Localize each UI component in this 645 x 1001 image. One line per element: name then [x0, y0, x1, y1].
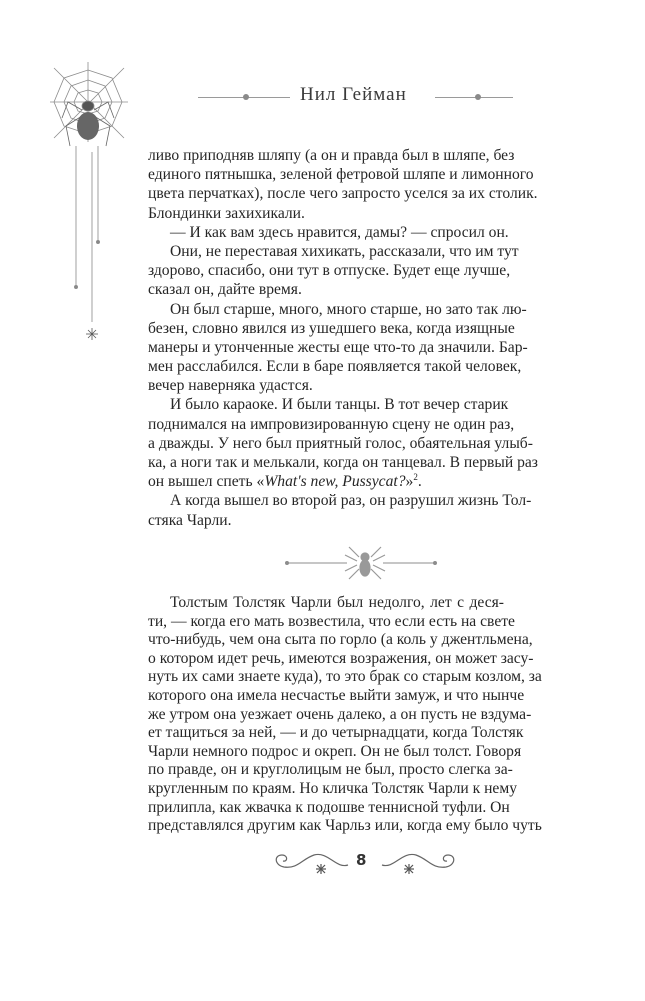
text-line: Блондинки захихикали.: [148, 204, 305, 222]
quote-close: »: [405, 473, 414, 491]
page-footer: [270, 845, 460, 879]
swirl-ornament-right: [382, 854, 454, 867]
text-line: сказал он, дайте время.: [148, 281, 302, 299]
page-number: 8: [356, 851, 367, 869]
text-line: же утром она уезжает очень далеко, а он пусть не вздума-: [148, 705, 532, 723]
text-line: А когда вышел во второй раз, он разрушил жизнь Тол-: [170, 492, 532, 510]
text-line: ка, а ноги так и мелькали, когда он танцевал. В первый раз: [148, 454, 538, 471]
text-line: Они, не переставая хихикать, рассказали, что им тут: [170, 242, 519, 260]
text-line: о котором идет речь, имеются возражения, он может засу-: [148, 649, 534, 667]
header-rule-right: [435, 97, 513, 98]
text-line: по правде, он и круглолицым не был, просто слегка за-: [148, 761, 513, 779]
text-line: ет тащиться за ней, — и до четырнадцати, когда Толстяк: [148, 724, 524, 742]
text-line: нуть их сами знаете куда), то это брак со старым козлом, за: [148, 668, 542, 686]
text-line: что-нибудь, чем она сыта по горло (а коль у джентльмена,: [148, 631, 533, 649]
text-line: безен, словно явился из ушедшего века, когда изящные: [148, 319, 515, 337]
spider-icon: [345, 547, 385, 579]
period: .: [417, 473, 422, 491]
header-dot-left: [243, 94, 249, 100]
text-line: стяка Чарли.: [148, 511, 232, 529]
text-line: ти, — когда его мать возвестила, что если есть на свете: [148, 612, 515, 630]
author-name: Нил Гейман: [300, 84, 407, 105]
text-line: — И как вам здесь нравится, дамы? — спросил он.: [170, 223, 509, 241]
text-line: единого пятнышка, зеленой фетровой шляпе и лимонного: [148, 166, 534, 184]
text-line: которого она имела несчастье выйти замуж, и что нынче: [148, 686, 525, 704]
text-line: манеры и утонченные жесты еще что-то да значили. Бар-: [148, 338, 528, 356]
star-icon: [316, 864, 326, 874]
text-line: цвета перчатках), после чего запросто уселся за их столик.: [148, 185, 538, 203]
swirl-ornament-left: [276, 854, 348, 867]
text-line: прилипла, как жвачка к подошве теннисной туфли. Он: [148, 798, 510, 816]
star-icon: [404, 864, 414, 874]
header-dot-right: [475, 94, 481, 100]
text-line: вечер наверняка удастся.: [148, 377, 313, 395]
text-fragment: он вышел спеть «: [148, 473, 265, 491]
star-icon: [86, 328, 98, 340]
text-line: Он был старше, много, много старше, но зато так лю-: [170, 300, 527, 318]
footnote-mark[interactable]: 2: [413, 472, 418, 482]
text-block-1: [148, 146, 538, 530]
text-line: Чарли немного подрос и окреп. Он не был толст. Говоря: [148, 742, 522, 760]
song-title: What's new, Pussycat?: [264, 473, 406, 491]
text-line: [148, 472, 504, 491]
text-line: а дважды. У него был приятный голос, обаятельная улыб-: [148, 434, 533, 452]
text-line: поднимался на импровизированную сцену не один раз,: [148, 415, 515, 433]
text-line: кругленным по краям. Но кличка Толстяк Чарли к нему: [148, 779, 518, 797]
running-header: [0, 84, 645, 110]
text-line: здорово, спасибо, они тут в отпуске. Будет еще лучше,: [148, 262, 511, 280]
text-line: ливо приподняв шляпу (а он и правда был в шляпе, без: [148, 147, 515, 164]
section-divider: [285, 545, 445, 581]
text-block-2: [148, 594, 542, 836]
text-line: Толстым Толстяк Чарли был недолго, лет с деся-: [170, 594, 504, 611]
text-line: представлялся другим как Чарльз или, когда ему было чуть: [148, 817, 542, 835]
text-line: И было караоке. И были танцы. В тот вечер старик: [170, 396, 509, 414]
text-line: мен расслабился. Если в баре появляется такой человек,: [148, 358, 522, 376]
